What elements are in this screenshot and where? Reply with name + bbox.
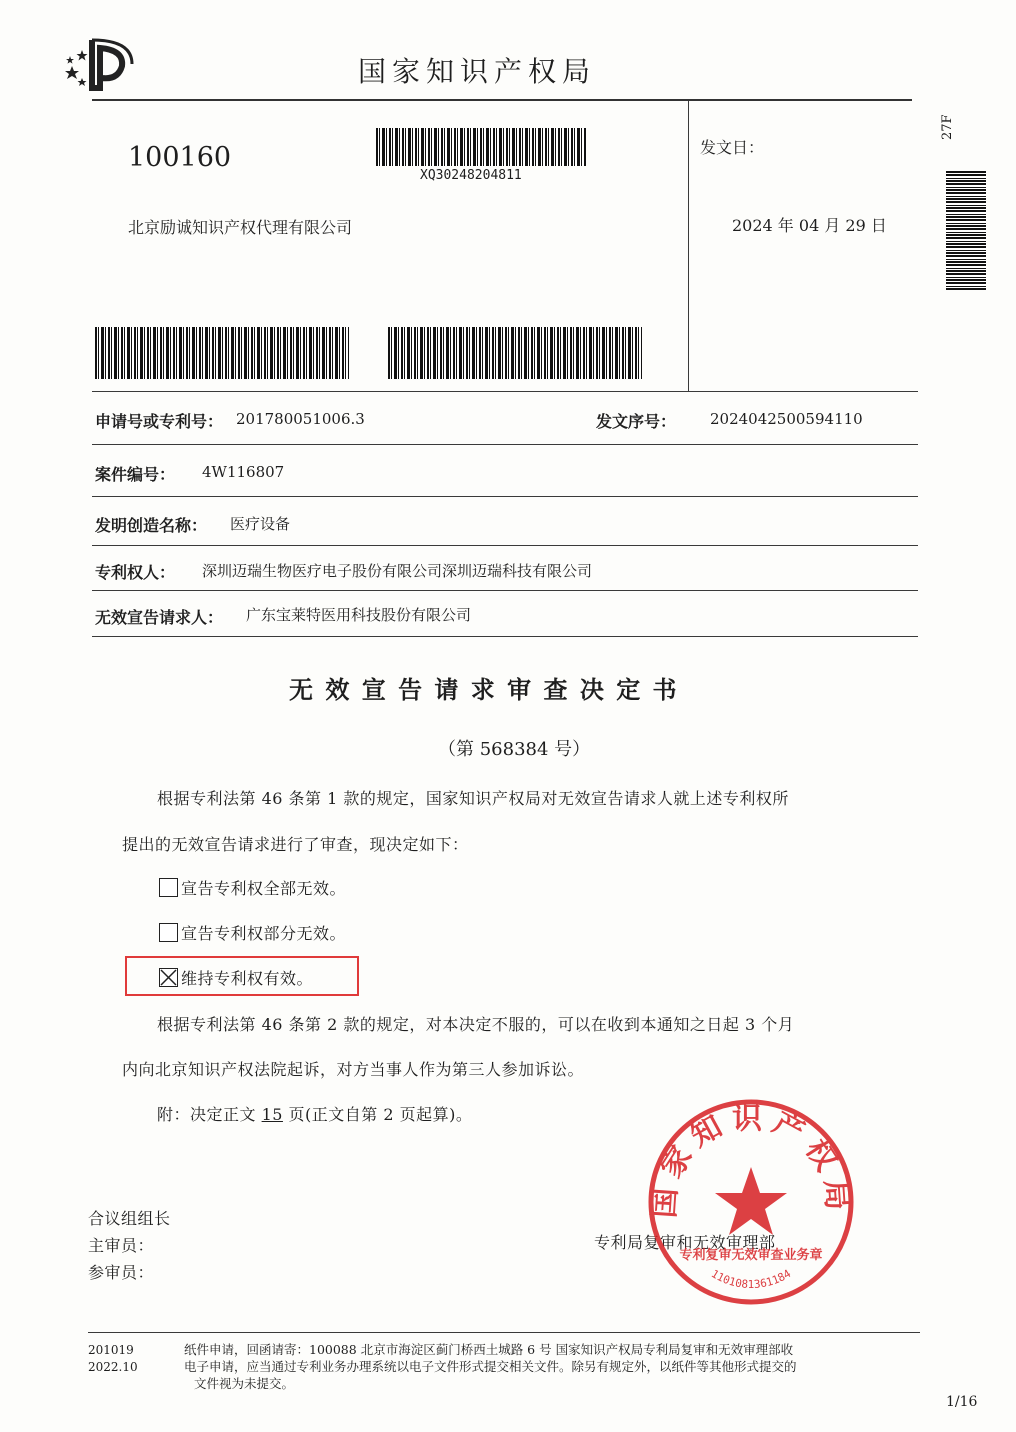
checkbox-checked [159,968,178,987]
footer-line-2: 电子申请，应当通过专利业务办理系统以电子文件形式提交相关文件。除另有规定外，以纸件等其他形式提交的 [184,1359,797,1374]
address-barcode-left [95,327,349,379]
tracking-barcode-text: XQ30248204811 [420,168,522,183]
field-divider [92,496,918,497]
side-barcode [946,170,986,290]
option-label: 维持专利权有效。 [181,969,314,988]
decision-number: （第 568384 号） [438,739,591,760]
invention-name: 医疗设备 [230,515,291,533]
issue-date: 2024 年 04 月 29 日 [732,216,887,235]
cnipa-logo [62,36,142,92]
dispatch-no-label: 发文序号： [596,412,677,431]
paragraph-2-line-2: 内向北京知识产权法院起诉，对方当事人作为第三人参加诉讼。 [122,1060,585,1079]
page-number: 1/16 [946,1394,978,1410]
recipient-name: 北京励诚知识产权代理有限公司 [128,218,353,237]
patentee-label: 专利权人： [95,563,176,582]
case-no-label: 案件编号： [95,465,176,484]
chief-examiner-label: 主审员： [88,1236,155,1255]
field-divider-bottom [92,636,918,637]
attachment-pages: 15 [261,1105,283,1124]
office-name: 国家知识产权局 [358,55,597,88]
panel-leader-label: 合议组组长 [88,1209,171,1228]
footer-line-3: 文件视为未提交。 [194,1376,295,1391]
field-divider [92,444,918,445]
field-divider-top [92,391,918,392]
svg-text:国家知识产权局: 国家知识产权局 [646,1101,856,1220]
document-title: 无 效 宣 告 请 求 审 查 决 定 书 [289,676,679,704]
option-invalid-all [159,876,346,899]
option-maintain-valid [159,966,313,989]
official-seal [646,1097,856,1307]
side-code: 27F [940,114,955,140]
department-signature: 专利局复审和无效审理部 [594,1233,776,1252]
checkbox-unchecked [159,923,178,942]
option-label: 宣告专利权部分无效。 [181,924,347,943]
invention-name-label: 发明创造名称： [95,516,208,535]
address-barcode-right [388,327,642,379]
application-no: 201780051006.3 [236,410,365,428]
form-code: 201019 [88,1343,134,1357]
patentee: 深圳迈瑞生物医疗电子股份有限公司深圳迈瑞科技有限公司 [202,562,593,580]
paragraph-1-line-1: 根据专利法第 46 条第 1 款的规定，国家知识产权局对无效宣告请求人就上述专利权所 [157,789,789,808]
requester: 广东宝莱特医用科技股份有限公司 [246,606,472,624]
paragraph-2-line-1: 根据专利法第 46 条第 2 款的规定，对本决定不服的，可以在收到本通知之日起 3 个月 [157,1015,795,1034]
field-divider [92,590,918,591]
svg-text:1101081361184: 1101081361184 [708,1267,794,1292]
svg-text:专利复审无效审查业务章: 专利复审无效审查业务章 [679,1248,823,1263]
case-no: 4W116807 [202,463,285,481]
side-code-holder [946,150,947,151]
footer-divider [88,1332,920,1333]
requester-label: 无效宣告请求人： [95,608,224,627]
issue-date-label: 发文日： [700,138,765,157]
tracking-barcode [376,128,586,166]
option-invalid-partial [159,921,346,944]
checkbox-unchecked [159,878,178,897]
form-date: 2022.10 [88,1360,138,1374]
header-divider [92,99,912,101]
attachment-prefix: 附：决定正文 [157,1105,262,1124]
postal-code: 100160 [128,142,232,173]
option-label: 宣告专利权全部无效。 [181,879,347,898]
attachment-suffix: 页(正文自第 2 页起算)。 [282,1105,473,1124]
attachment-note [157,1102,472,1125]
footer-line-1: 纸件申请，回函请寄：100088 北京市海淀区蓟门桥西土城路 6 号 国家知识产权局专利局复审和无效审理部收 [184,1342,794,1357]
address-block-divider [688,101,689,391]
dispatch-no: 2024042500594110 [710,410,863,428]
application-no-label: 申请号或专利号： [95,412,224,431]
examiner-label: 参审员： [88,1263,155,1282]
field-divider [92,545,918,546]
paragraph-1-line-2: 提出的无效宣告请求进行了审查，现决定如下： [122,835,469,854]
